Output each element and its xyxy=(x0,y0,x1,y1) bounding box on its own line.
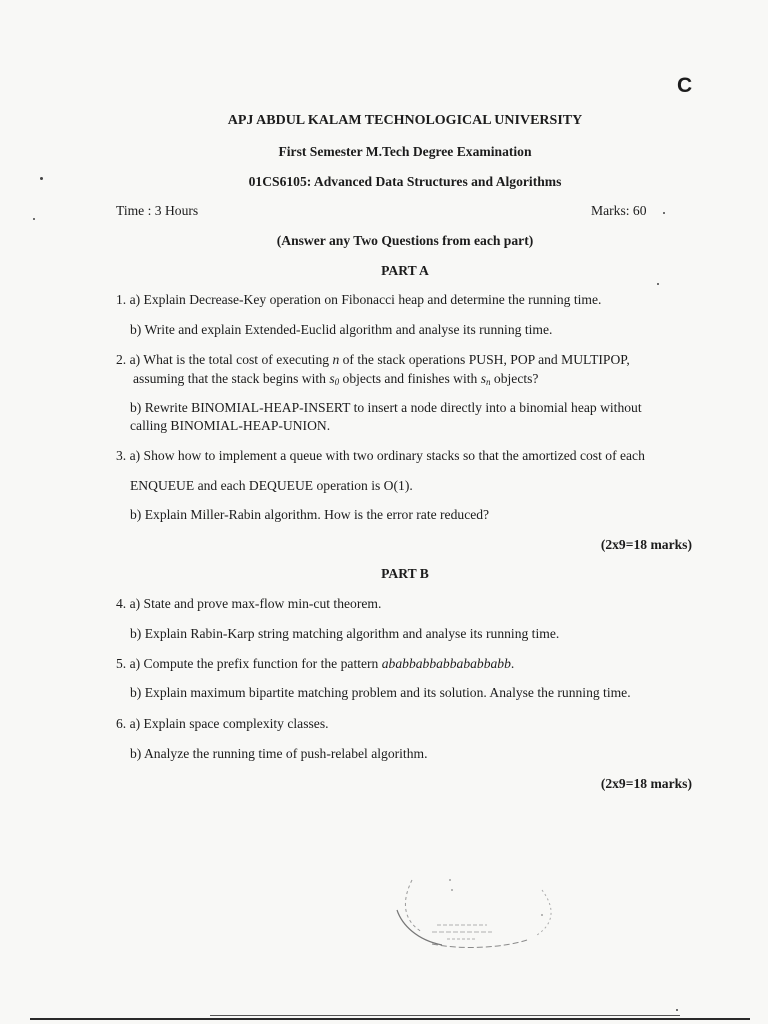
subscript-0: 0 xyxy=(334,377,340,387)
question-4b: b) Explain Rabin-Karp string matching algorithm and analyse its running time. xyxy=(130,626,560,641)
question-5a xyxy=(116,656,514,672)
scan-speck xyxy=(40,177,43,180)
question-2a-text: 2. a) What is the total cost of executing xyxy=(116,352,333,367)
question-2b-line2: calling BINOMIAL-HEAP-UNION. xyxy=(130,418,331,433)
time-allowed: Time : 3 Hours xyxy=(116,203,199,218)
part-b-marks: (2x9=18 marks) xyxy=(600,776,692,791)
variable-n: n xyxy=(332,352,340,367)
part-a-marks: (2x9=18 marks) xyxy=(600,537,692,552)
instruction: (Answer any Two Questions from each part) xyxy=(276,233,534,248)
question-2a-line2-mid: objects and finishes with xyxy=(339,371,481,386)
subscript-n: n xyxy=(486,377,491,387)
question-1a: 1. a) Explain Decrease-Key operation on Fibonacci heap and determine the running time. xyxy=(116,292,602,307)
bottom-border-line xyxy=(30,1018,750,1020)
scan-speck xyxy=(676,1009,678,1011)
scan-speck xyxy=(663,212,665,214)
question-6a: 6. a) Explain space complexity classes. xyxy=(116,716,329,731)
pattern-string: ababbabbabbababbabb xyxy=(381,656,511,671)
part-a-title: PART A xyxy=(381,263,429,278)
faded-seal-stamp xyxy=(392,870,562,955)
variable-s: s xyxy=(480,371,487,386)
question-set-code: C xyxy=(677,74,693,97)
question-2a-line2-end: objects? xyxy=(490,371,539,386)
question-3b: b) Explain Miller-Rabin algorithm. How is the error rate reduced? xyxy=(130,507,490,522)
question-4a: 4. a) State and prove max-flow min-cut theorem. xyxy=(116,596,382,611)
question-2a-line1 xyxy=(116,352,630,368)
question-6b: b) Analyze the running time of push-relabel algorithm. xyxy=(130,746,428,761)
question-2a-line2-text: assuming that the stack begins with xyxy=(133,371,330,386)
exam-title: First Semester M.Tech Degree Examination xyxy=(278,144,532,159)
question-3a-line1: 3. a) Show how to implement a queue with two ordinary stacks so that the amortized cost of each xyxy=(116,448,645,463)
question-5a-text: 5. a) Compute the prefix function for the pattern xyxy=(116,656,382,671)
scan-speck xyxy=(33,218,35,220)
question-5b: b) Explain maximum bipartite matching problem and its solution. Analyse the running time. xyxy=(130,685,631,700)
course-title: 01CS6105: Advanced Data Structures and Algorithms xyxy=(248,174,562,189)
variable-s: s xyxy=(329,371,335,386)
part-b-title: PART B xyxy=(381,566,429,581)
total-marks: Marks: 60 xyxy=(591,203,647,218)
question-5a-end: . xyxy=(510,656,515,671)
university-title: APJ ABDUL KALAM TECHNOLOGICAL UNIVERSITY xyxy=(227,113,583,128)
question-1b: b) Write and explain Extended-Euclid algorithm and analyse its running time. xyxy=(130,322,553,337)
question-3a-line2: ENQUEUE and each DEQUEUE operation is O(1). xyxy=(130,478,413,493)
bottom-border-line xyxy=(210,1015,680,1016)
question-2a-text-cont: of the stack operations PUSH, POP and MULTIPOP, xyxy=(339,352,630,367)
question-2b-line1: b) Rewrite BINOMIAL-HEAP-INSERT to insert a node directly into a binomial heap without xyxy=(130,400,642,415)
question-2a-line2 xyxy=(133,371,538,387)
scan-speck xyxy=(657,283,659,285)
